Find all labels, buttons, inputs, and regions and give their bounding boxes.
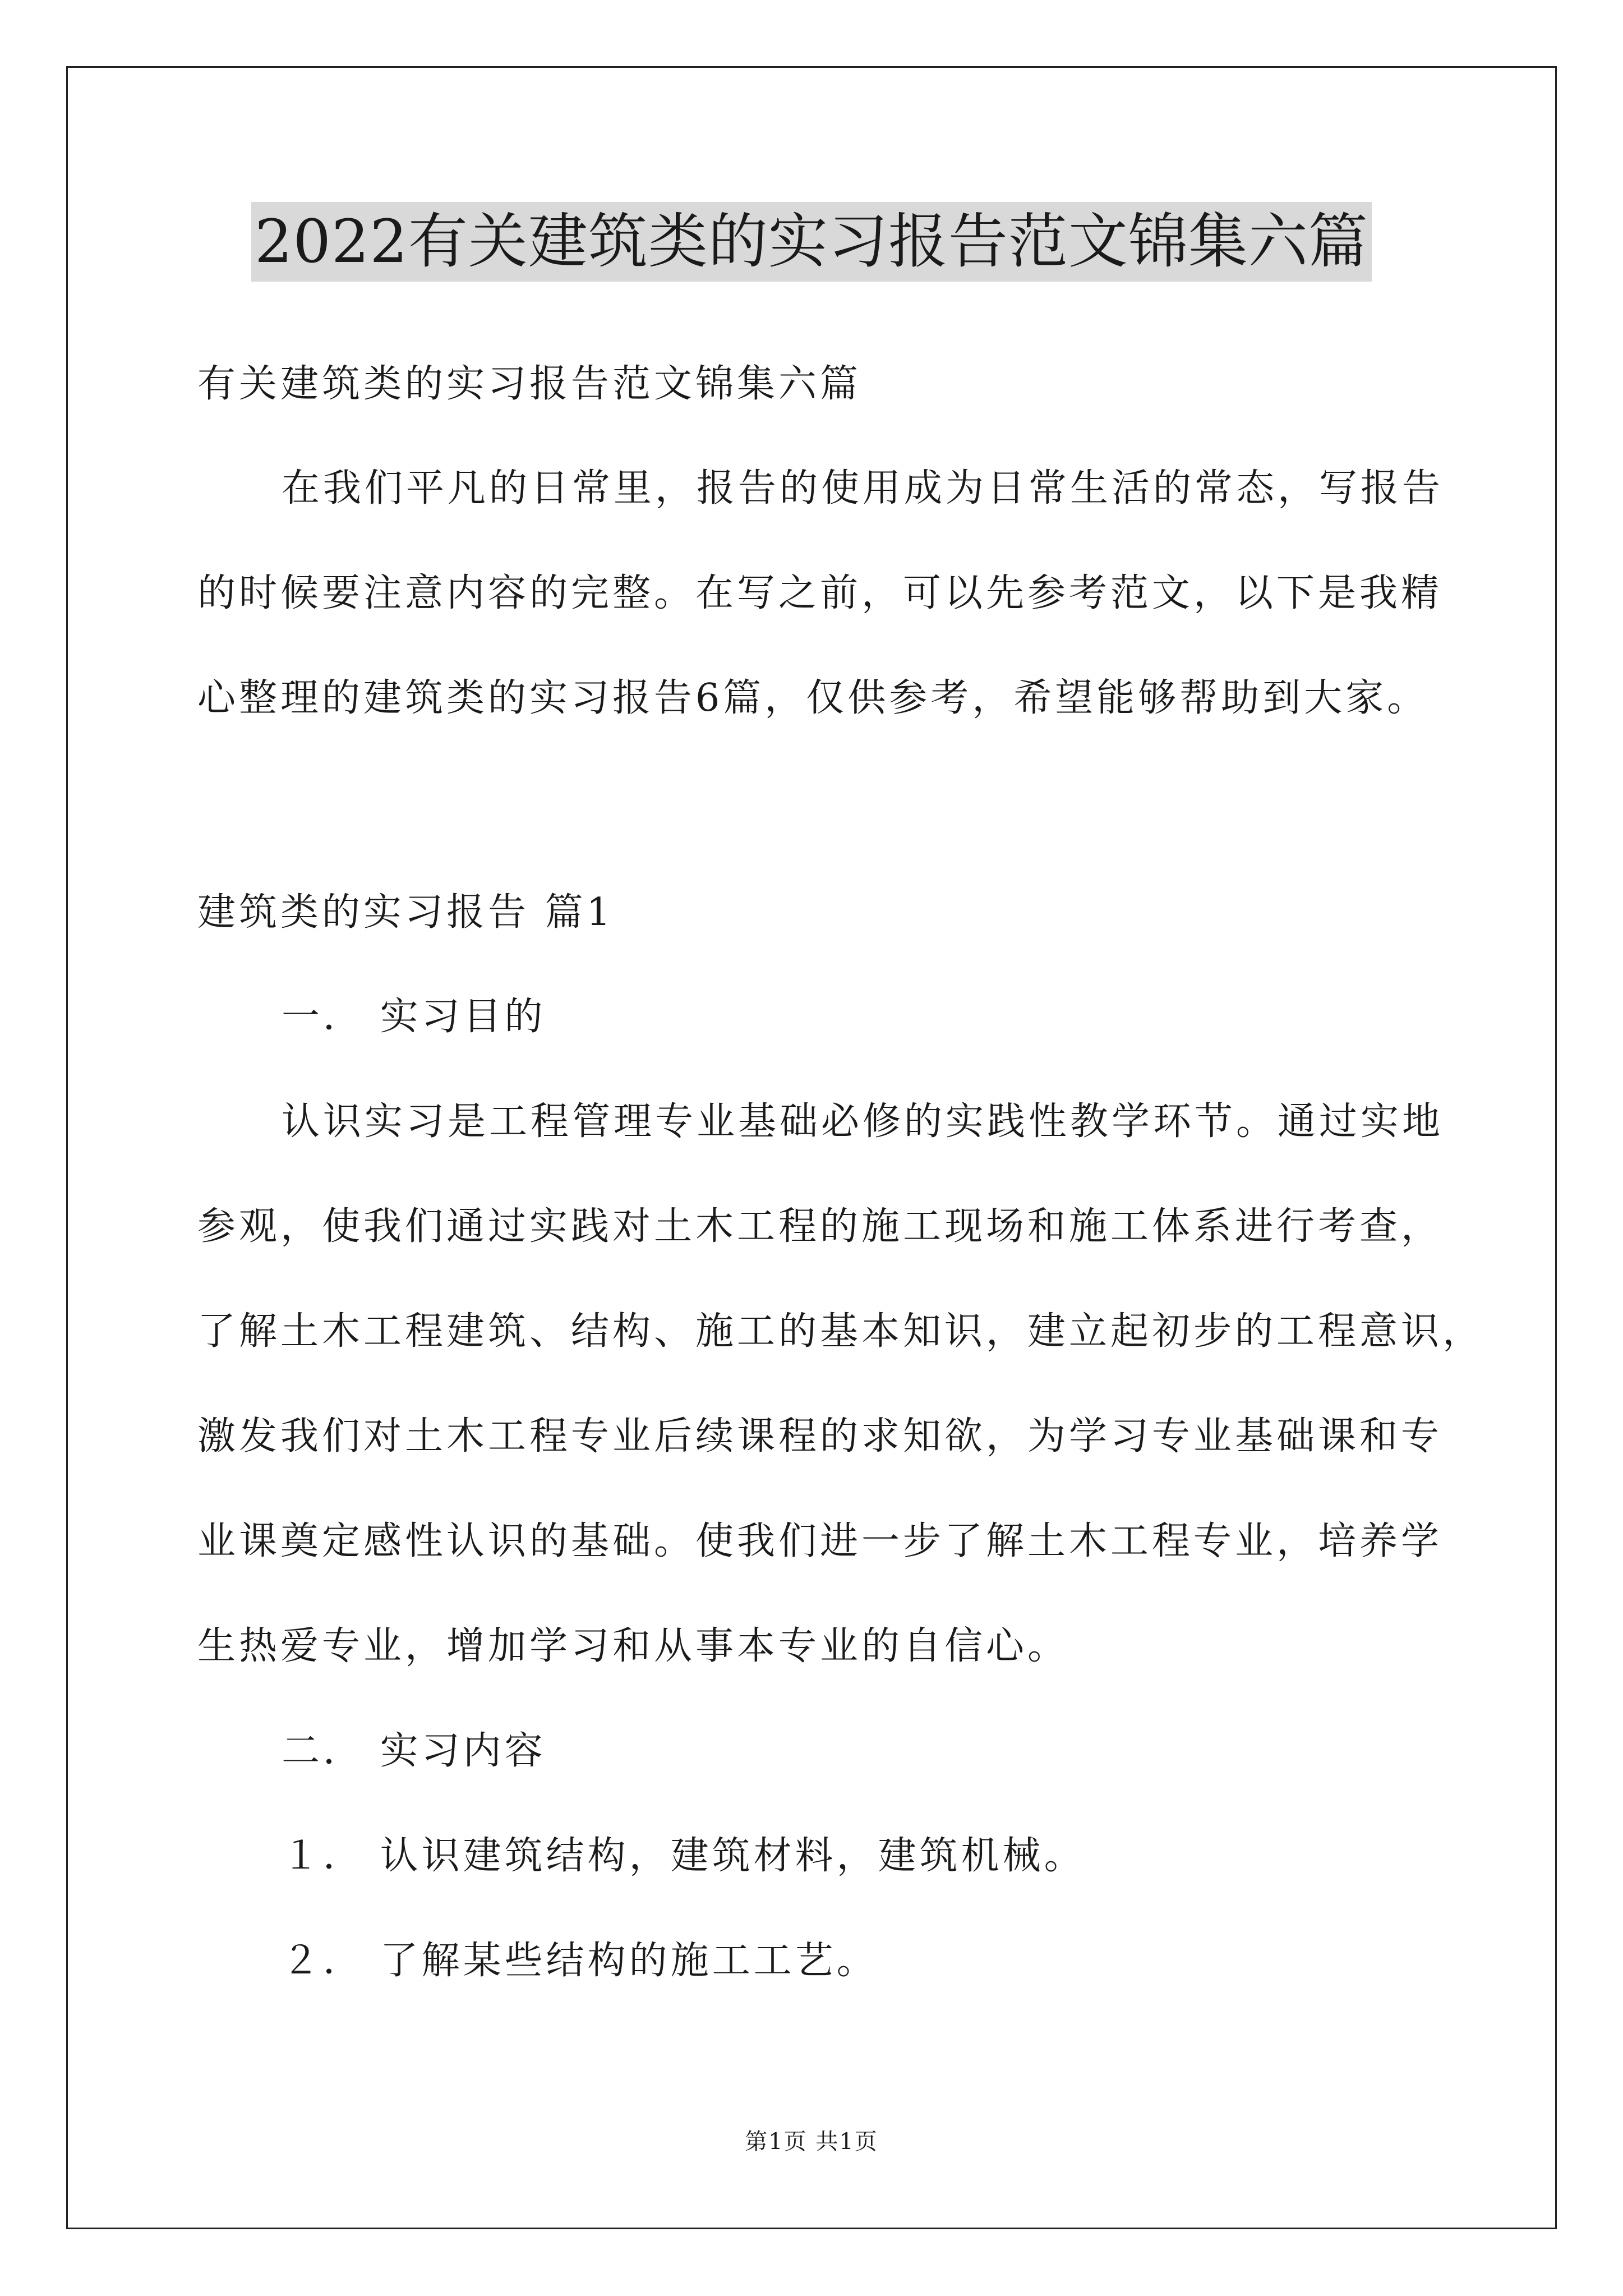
page-footer: 第1页 共1页 bbox=[745, 2129, 878, 2155]
content-item-1: １． 认识建筑结构，建筑材料，建筑机械。 bbox=[282, 1834, 1086, 1878]
purpose-heading: 一． 实习目的 bbox=[282, 995, 546, 1039]
purpose-line-4: 激发我们对土木工程专业后续课程的求知欲，为学习专业基础课和专 bbox=[197, 1414, 1443, 1458]
purpose-line-2: 参观，使我们通过实践对土木工程的施工现场和施工体系进行考查， bbox=[197, 1204, 1443, 1249]
content-heading: 二． 实习内容 bbox=[282, 1729, 546, 1773]
title-container bbox=[0, 202, 1623, 282]
purpose-line-3: 了解土木工程建筑、结构、施工的基本知识，建立起初步的工程意识， bbox=[197, 1309, 1484, 1354]
purpose-line-1: 认识实习是工程管理专业基础必修的实践性教学环节。通过实地 bbox=[282, 1099, 1444, 1144]
document-subtitle: 有关建筑类的实习报告范文锦集六篇 bbox=[197, 362, 862, 406]
section-heading: 建筑类的实习报告 篇1 bbox=[197, 890, 614, 935]
intro-line-1: 在我们平凡的日常里，报告的使用成为日常生活的常态，写报告 bbox=[282, 466, 1444, 510]
intro-line-3: 心整理的建筑类的实习报告6篇，仅供参考，希望能够帮助到大家。 bbox=[197, 676, 1429, 720]
intro-line-2: 的时候要注意内容的完整。在写之前，可以先参考范文，以下是我精 bbox=[197, 571, 1443, 615]
purpose-line-6: 生热爱专业，增加学习和从事本专业的自信心。 bbox=[197, 1624, 1069, 1668]
purpose-line-5: 业课奠定感性认识的基础。使我们进一步了解土木工程专业，培养学 bbox=[197, 1519, 1443, 1563]
document-title: 2022有关建筑类的实习报告范文锦集六篇 bbox=[251, 202, 1372, 282]
content-item-2: ２． 了解某些结构的施工工艺。 bbox=[282, 1939, 878, 1983]
